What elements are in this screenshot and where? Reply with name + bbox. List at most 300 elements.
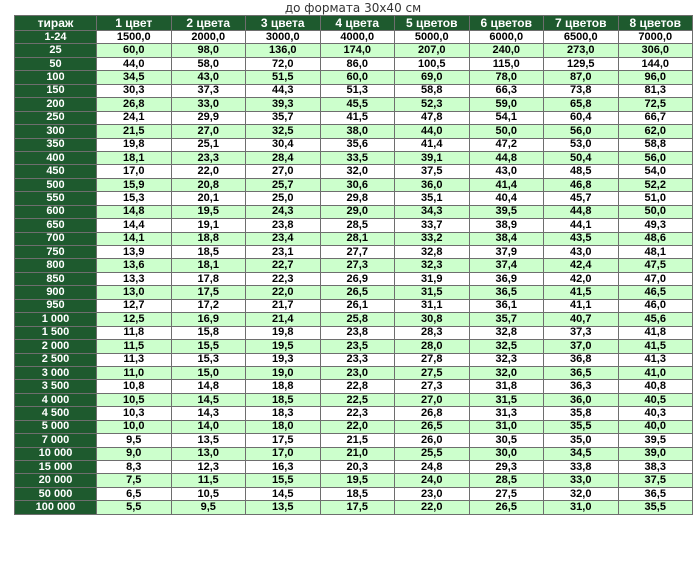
price-cell: 37,3 bbox=[544, 326, 619, 339]
tirazh-cell: 1 000 bbox=[15, 313, 97, 326]
price-cell: 31,9 bbox=[395, 272, 470, 285]
price-cell: 23,5 bbox=[320, 340, 395, 353]
price-cell: 37,4 bbox=[469, 259, 544, 272]
tirazh-cell: 900 bbox=[15, 286, 97, 299]
price-cell: 31,1 bbox=[395, 299, 470, 312]
price-cell: 25,5 bbox=[395, 447, 470, 460]
price-cell: 22,0 bbox=[320, 420, 395, 433]
price-cell: 14,4 bbox=[97, 219, 172, 232]
tirazh-cell: 250 bbox=[15, 111, 97, 124]
tirazh-cell: 750 bbox=[15, 246, 97, 259]
tirazh-cell: 15 000 bbox=[15, 461, 97, 474]
price-cell: 32,0 bbox=[544, 487, 619, 500]
table-row bbox=[15, 434, 693, 447]
tirazh-cell: 10 000 bbox=[15, 447, 97, 460]
price-cell: 17,5 bbox=[246, 434, 321, 447]
price-cell: 58,8 bbox=[395, 84, 470, 97]
price-cell: 30,3 bbox=[97, 84, 172, 97]
price-cell: 22,0 bbox=[246, 286, 321, 299]
price-cell: 39,0 bbox=[618, 447, 693, 460]
price-cell: 31,5 bbox=[395, 286, 470, 299]
table-row bbox=[15, 259, 693, 272]
price-cell: 39,3 bbox=[246, 98, 321, 111]
table-row bbox=[15, 380, 693, 393]
price-cell: 26,5 bbox=[469, 501, 544, 514]
tirazh-cell: 50 000 bbox=[15, 487, 97, 500]
price-cell: 36,0 bbox=[544, 393, 619, 406]
price-cell: 14,0 bbox=[171, 420, 246, 433]
tirazh-cell: 650 bbox=[15, 219, 97, 232]
price-cell: 19,5 bbox=[246, 340, 321, 353]
price-cell: 41,4 bbox=[395, 138, 470, 151]
price-cell: 31,8 bbox=[469, 380, 544, 393]
price-cell: 23,0 bbox=[320, 366, 395, 379]
price-cell: 13,3 bbox=[97, 272, 172, 285]
price-cell: 58,8 bbox=[618, 138, 693, 151]
price-cell: 19,3 bbox=[246, 353, 321, 366]
table-row bbox=[15, 84, 693, 97]
header-cell-colors-6: 6 цветов bbox=[469, 16, 544, 31]
price-cell: 41,0 bbox=[618, 366, 693, 379]
price-cell: 27,3 bbox=[395, 380, 470, 393]
price-cell: 18,0 bbox=[246, 420, 321, 433]
price-cell: 23,1 bbox=[246, 246, 321, 259]
price-cell: 10,5 bbox=[171, 487, 246, 500]
price-cell: 33,8 bbox=[544, 461, 619, 474]
price-cell: 69,0 bbox=[395, 71, 470, 84]
tirazh-cell: 600 bbox=[15, 205, 97, 218]
price-cell: 28,5 bbox=[320, 219, 395, 232]
price-cell: 26,9 bbox=[320, 272, 395, 285]
price-cell: 31,0 bbox=[469, 420, 544, 433]
price-cell: 11,5 bbox=[97, 340, 172, 353]
price-cell: 22,0 bbox=[395, 501, 470, 514]
tirazh-cell: 2 500 bbox=[15, 353, 97, 366]
price-cell: 28,3 bbox=[395, 326, 470, 339]
table-row bbox=[15, 151, 693, 164]
table-row bbox=[15, 219, 693, 232]
price-cell: 47,5 bbox=[618, 259, 693, 272]
price-cell: 12,7 bbox=[97, 299, 172, 312]
price-cell: 18,8 bbox=[171, 232, 246, 245]
price-cell: 19,1 bbox=[171, 219, 246, 232]
price-cell: 15,5 bbox=[246, 474, 321, 487]
price-cell: 31,0 bbox=[544, 501, 619, 514]
price-cell: 66,3 bbox=[469, 84, 544, 97]
price-cell: 10,0 bbox=[97, 420, 172, 433]
price-cell: 14,1 bbox=[97, 232, 172, 245]
price-cell: 18,5 bbox=[171, 246, 246, 259]
header-cell-colors-3: 3 цвета bbox=[246, 16, 321, 31]
price-cell: 14,5 bbox=[171, 393, 246, 406]
table-row bbox=[15, 447, 693, 460]
table-row bbox=[15, 340, 693, 353]
price-cell: 60,0 bbox=[97, 44, 172, 57]
price-cell: 15,8 bbox=[171, 326, 246, 339]
price-cell: 7000,0 bbox=[618, 31, 693, 44]
price-cell: 26,8 bbox=[97, 98, 172, 111]
price-cell: 24,1 bbox=[97, 111, 172, 124]
tirazh-cell: 3 500 bbox=[15, 380, 97, 393]
price-cell: 48,1 bbox=[618, 246, 693, 259]
price-cell: 60,0 bbox=[320, 71, 395, 84]
price-cell: 21,7 bbox=[246, 299, 321, 312]
price-cell: 23,3 bbox=[320, 353, 395, 366]
price-cell: 14,8 bbox=[171, 380, 246, 393]
price-cell: 115,0 bbox=[469, 57, 544, 70]
price-cell: 15,0 bbox=[171, 366, 246, 379]
price-cell: 2000,0 bbox=[171, 31, 246, 44]
price-cell: 12,3 bbox=[171, 461, 246, 474]
price-cell: 18,5 bbox=[246, 393, 321, 406]
price-cell: 73,8 bbox=[544, 84, 619, 97]
table-row bbox=[15, 326, 693, 339]
price-cell: 26,5 bbox=[395, 420, 470, 433]
tirazh-cell: 1-24 bbox=[15, 31, 97, 44]
price-cell: 41,5 bbox=[544, 286, 619, 299]
price-cell: 29,8 bbox=[320, 192, 395, 205]
price-cell: 17,5 bbox=[171, 286, 246, 299]
header-cell-colors-7: 7 цветов bbox=[544, 16, 619, 31]
tirazh-cell: 150 bbox=[15, 84, 97, 97]
price-cell: 20,8 bbox=[171, 178, 246, 191]
price-cell: 5000,0 bbox=[395, 31, 470, 44]
price-cell: 23,3 bbox=[171, 151, 246, 164]
price-cell: 41,4 bbox=[469, 178, 544, 191]
tirazh-cell: 20 000 bbox=[15, 474, 97, 487]
price-cell: 41,1 bbox=[544, 299, 619, 312]
price-cell: 4000,0 bbox=[320, 31, 395, 44]
price-cell: 207,0 bbox=[395, 44, 470, 57]
price-cell: 29,3 bbox=[469, 461, 544, 474]
price-cell: 22,8 bbox=[320, 380, 395, 393]
price-cell: 13,6 bbox=[97, 259, 172, 272]
price-cell: 44,0 bbox=[395, 125, 470, 138]
tirazh-cell: 4 000 bbox=[15, 393, 97, 406]
price-cell: 43,0 bbox=[171, 71, 246, 84]
tirazh-cell: 800 bbox=[15, 259, 97, 272]
price-cell: 27,5 bbox=[395, 366, 470, 379]
price-cell: 72,5 bbox=[618, 98, 693, 111]
tirazh-cell: 400 bbox=[15, 151, 97, 164]
tirazh-cell: 850 bbox=[15, 272, 97, 285]
price-cell: 13,9 bbox=[97, 246, 172, 259]
price-cell: 18,1 bbox=[97, 151, 172, 164]
price-cell: 49,3 bbox=[618, 219, 693, 232]
price-cell: 41,8 bbox=[618, 326, 693, 339]
price-cell: 26,1 bbox=[320, 299, 395, 312]
price-cell: 56,0 bbox=[544, 125, 619, 138]
price-cell: 19,8 bbox=[246, 326, 321, 339]
price-cell: 28,1 bbox=[320, 232, 395, 245]
price-cell: 72,0 bbox=[246, 57, 321, 70]
price-cell: 59,0 bbox=[469, 98, 544, 111]
price-cell: 32,5 bbox=[469, 340, 544, 353]
table-row bbox=[15, 71, 693, 84]
price-cell: 18,3 bbox=[246, 407, 321, 420]
price-cell: 23,8 bbox=[246, 219, 321, 232]
tirazh-cell: 1 500 bbox=[15, 326, 97, 339]
price-cell: 33,2 bbox=[395, 232, 470, 245]
price-table bbox=[14, 15, 693, 515]
table-row bbox=[15, 420, 693, 433]
price-cell: 62,0 bbox=[618, 125, 693, 138]
price-cell: 17,2 bbox=[171, 299, 246, 312]
table-row bbox=[15, 407, 693, 420]
tirazh-cell: 25 bbox=[15, 44, 97, 57]
price-cell: 98,0 bbox=[171, 44, 246, 57]
price-cell: 51,5 bbox=[246, 71, 321, 84]
table-row bbox=[15, 111, 693, 124]
table-row bbox=[15, 246, 693, 259]
price-cell: 37,5 bbox=[618, 474, 693, 487]
table-row bbox=[15, 205, 693, 218]
price-cell: 25,7 bbox=[246, 178, 321, 191]
price-cell: 22,3 bbox=[246, 272, 321, 285]
price-cell: 35,1 bbox=[395, 192, 470, 205]
price-cell: 14,5 bbox=[246, 487, 321, 500]
price-cell: 19,5 bbox=[171, 205, 246, 218]
price-cell: 9,5 bbox=[171, 501, 246, 514]
price-cell: 50,0 bbox=[469, 125, 544, 138]
price-cell: 40,3 bbox=[618, 407, 693, 420]
header-cell-colors-2: 2 цвета bbox=[171, 16, 246, 31]
price-cell: 86,0 bbox=[320, 57, 395, 70]
price-cell: 20,1 bbox=[171, 192, 246, 205]
tirazh-cell: 5 000 bbox=[15, 420, 97, 433]
header-cell-colors-5: 5 цветов bbox=[395, 16, 470, 31]
price-cell: 43,0 bbox=[544, 246, 619, 259]
price-cell: 28,0 bbox=[395, 340, 470, 353]
price-cell: 23,4 bbox=[246, 232, 321, 245]
price-cell: 48,5 bbox=[544, 165, 619, 178]
price-cell: 36,5 bbox=[544, 366, 619, 379]
header-row bbox=[15, 16, 693, 31]
table-body bbox=[15, 31, 693, 515]
table-row bbox=[15, 44, 693, 57]
price-cell: 32,0 bbox=[469, 366, 544, 379]
price-cell: 60,4 bbox=[544, 111, 619, 124]
price-cell: 54,1 bbox=[469, 111, 544, 124]
price-cell: 32,8 bbox=[469, 326, 544, 339]
price-cell: 15,5 bbox=[171, 340, 246, 353]
price-cell: 174,0 bbox=[320, 44, 395, 57]
price-cell: 33,7 bbox=[395, 219, 470, 232]
price-cell: 11,8 bbox=[97, 326, 172, 339]
price-cell: 39,5 bbox=[618, 434, 693, 447]
price-cell: 43,5 bbox=[544, 232, 619, 245]
price-cell: 17,0 bbox=[97, 165, 172, 178]
price-cell: 23,0 bbox=[395, 487, 470, 500]
price-cell: 29,9 bbox=[171, 111, 246, 124]
table-row bbox=[15, 487, 693, 500]
price-cell: 28,5 bbox=[469, 474, 544, 487]
price-cell: 78,0 bbox=[469, 71, 544, 84]
tirazh-cell: 700 bbox=[15, 232, 97, 245]
price-cell: 42,0 bbox=[544, 272, 619, 285]
price-cell: 50,4 bbox=[544, 151, 619, 164]
price-cell: 19,0 bbox=[246, 366, 321, 379]
table-row bbox=[15, 165, 693, 178]
table-row bbox=[15, 299, 693, 312]
price-cell: 36,8 bbox=[544, 353, 619, 366]
price-cell: 33,0 bbox=[544, 474, 619, 487]
price-cell: 40,8 bbox=[618, 380, 693, 393]
tirazh-cell: 500 bbox=[15, 178, 97, 191]
price-cell: 22,5 bbox=[320, 393, 395, 406]
price-cell: 47,0 bbox=[618, 272, 693, 285]
price-cell: 50,0 bbox=[618, 205, 693, 218]
price-cell: 42,4 bbox=[544, 259, 619, 272]
price-cell: 30,0 bbox=[469, 447, 544, 460]
price-cell: 19,8 bbox=[97, 138, 172, 151]
table-row bbox=[15, 286, 693, 299]
price-cell: 10,3 bbox=[97, 407, 172, 420]
price-cell: 66,7 bbox=[618, 111, 693, 124]
price-cell: 100,5 bbox=[395, 57, 470, 70]
table-row bbox=[15, 461, 693, 474]
price-cell: 44,3 bbox=[246, 84, 321, 97]
price-cell: 41,5 bbox=[320, 111, 395, 124]
price-cell: 8,3 bbox=[97, 461, 172, 474]
price-cell: 40,5 bbox=[618, 393, 693, 406]
price-cell: 34,5 bbox=[97, 71, 172, 84]
price-cell: 21,4 bbox=[246, 313, 321, 326]
price-cell: 36,3 bbox=[544, 380, 619, 393]
price-cell: 27,0 bbox=[246, 165, 321, 178]
price-cell: 6000,0 bbox=[469, 31, 544, 44]
price-cell: 14,8 bbox=[97, 205, 172, 218]
price-cell: 22,7 bbox=[246, 259, 321, 272]
price-cell: 24,0 bbox=[395, 474, 470, 487]
price-cell: 46,8 bbox=[544, 178, 619, 191]
price-cell: 24,3 bbox=[246, 205, 321, 218]
price-cell: 273,0 bbox=[544, 44, 619, 57]
price-cell: 38,4 bbox=[469, 232, 544, 245]
price-cell: 38,0 bbox=[320, 125, 395, 138]
price-cell: 6,5 bbox=[97, 487, 172, 500]
price-cell: 44,0 bbox=[97, 57, 172, 70]
price-cell: 54,0 bbox=[618, 165, 693, 178]
price-cell: 9,0 bbox=[97, 447, 172, 460]
price-cell: 22,0 bbox=[171, 165, 246, 178]
price-cell: 11,5 bbox=[171, 474, 246, 487]
price-cell: 30,6 bbox=[320, 178, 395, 191]
price-cell: 35,7 bbox=[469, 313, 544, 326]
price-cell: 40,0 bbox=[618, 420, 693, 433]
tirazh-cell: 550 bbox=[15, 192, 97, 205]
price-cell: 24,8 bbox=[395, 461, 470, 474]
price-cell: 5,5 bbox=[97, 501, 172, 514]
price-cell: 3000,0 bbox=[246, 31, 321, 44]
price-cell: 15,3 bbox=[171, 353, 246, 366]
price-cell: 15,9 bbox=[97, 178, 172, 191]
price-cell: 17,0 bbox=[246, 447, 321, 460]
price-cell: 28,4 bbox=[246, 151, 321, 164]
price-cell: 45,6 bbox=[618, 313, 693, 326]
price-cell: 10,5 bbox=[97, 393, 172, 406]
price-cell: 40,4 bbox=[469, 192, 544, 205]
table-row bbox=[15, 272, 693, 285]
tirazh-cell: 7 000 bbox=[15, 434, 97, 447]
price-cell: 1500,0 bbox=[97, 31, 172, 44]
price-cell: 27,3 bbox=[320, 259, 395, 272]
price-cell: 36,9 bbox=[469, 272, 544, 285]
price-cell: 7,5 bbox=[97, 474, 172, 487]
price-cell: 14,3 bbox=[171, 407, 246, 420]
tirazh-cell: 300 bbox=[15, 125, 97, 138]
tirazh-cell: 2 000 bbox=[15, 340, 97, 353]
price-cell: 46,5 bbox=[618, 286, 693, 299]
price-cell: 35,7 bbox=[246, 111, 321, 124]
price-cell: 26,5 bbox=[320, 286, 395, 299]
price-cell: 52,2 bbox=[618, 178, 693, 191]
price-cell: 36,5 bbox=[618, 487, 693, 500]
price-cell: 16,3 bbox=[246, 461, 321, 474]
price-cell: 41,3 bbox=[618, 353, 693, 366]
price-cell: 17,5 bbox=[320, 501, 395, 514]
price-cell: 11,0 bbox=[97, 366, 172, 379]
price-cell: 21,5 bbox=[97, 125, 172, 138]
table-row bbox=[15, 192, 693, 205]
price-cell: 30,4 bbox=[246, 138, 321, 151]
price-cell: 12,5 bbox=[97, 313, 172, 326]
price-cell: 15,3 bbox=[97, 192, 172, 205]
price-cell: 58,0 bbox=[171, 57, 246, 70]
price-cell: 21,5 bbox=[320, 434, 395, 447]
price-cell: 22,3 bbox=[320, 407, 395, 420]
price-cell: 35,8 bbox=[544, 407, 619, 420]
price-cell: 26,8 bbox=[395, 407, 470, 420]
price-cell: 10,8 bbox=[97, 380, 172, 393]
price-cell: 32,8 bbox=[395, 246, 470, 259]
price-cell: 45,7 bbox=[544, 192, 619, 205]
price-cell: 25,8 bbox=[320, 313, 395, 326]
table-caption: до формата 30х40 см bbox=[284, 1, 422, 15]
table-row bbox=[15, 138, 693, 151]
header-cell-colors-1: 1 цвет bbox=[97, 16, 172, 31]
price-cell: 33,5 bbox=[320, 151, 395, 164]
tirazh-cell: 4 500 bbox=[15, 407, 97, 420]
price-cell: 44,8 bbox=[469, 151, 544, 164]
table-row bbox=[15, 232, 693, 245]
price-cell: 37,0 bbox=[544, 340, 619, 353]
price-cell: 27,0 bbox=[171, 125, 246, 138]
price-cell: 33,0 bbox=[171, 98, 246, 111]
tirazh-cell: 200 bbox=[15, 98, 97, 111]
price-cell: 144,0 bbox=[618, 57, 693, 70]
price-cell: 35,5 bbox=[618, 501, 693, 514]
tirazh-cell: 350 bbox=[15, 138, 97, 151]
price-cell: 129,5 bbox=[544, 57, 619, 70]
price-cell: 37,3 bbox=[171, 84, 246, 97]
price-cell: 20,3 bbox=[320, 461, 395, 474]
price-cell: 13,5 bbox=[171, 434, 246, 447]
price-cell: 240,0 bbox=[469, 44, 544, 57]
price-cell: 26,0 bbox=[395, 434, 470, 447]
tirazh-cell: 3 000 bbox=[15, 366, 97, 379]
table-row bbox=[15, 501, 693, 514]
price-cell: 52,3 bbox=[395, 98, 470, 111]
tirazh-cell: 50 bbox=[15, 57, 97, 70]
price-cell: 39,1 bbox=[395, 151, 470, 164]
tirazh-cell: 450 bbox=[15, 165, 97, 178]
table-row bbox=[15, 366, 693, 379]
price-cell: 27,5 bbox=[469, 487, 544, 500]
price-cell: 96,0 bbox=[618, 71, 693, 84]
price-cell: 30,8 bbox=[395, 313, 470, 326]
table-row bbox=[15, 125, 693, 138]
